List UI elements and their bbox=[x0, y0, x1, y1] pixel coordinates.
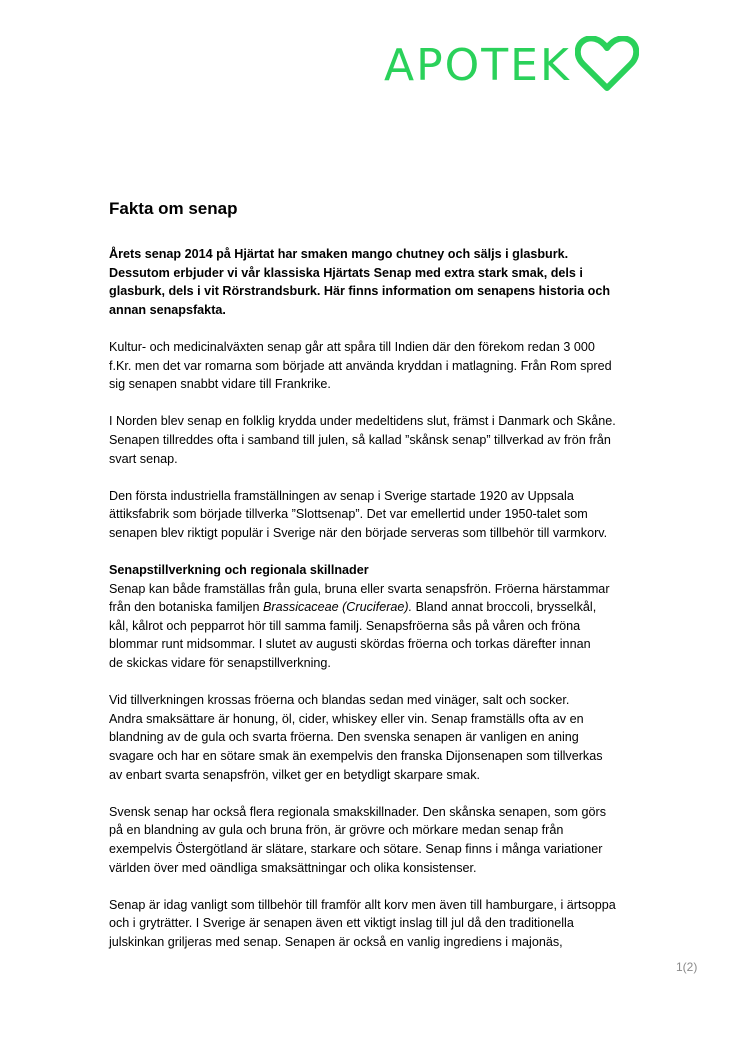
paragraph-line: sig senapen snabbt vidare till Frankrike. bbox=[109, 377, 331, 392]
paragraph-line: Senap är idag vanligt som tillbehör till framför allt korv men även till hamburgare, i ärtsoppa bbox=[109, 897, 616, 912]
paragraph-norden bbox=[109, 412, 649, 468]
lead-line: Årets senap 2014 på Hjärtat har smaken mango chutney och säljs i glasburk. bbox=[109, 247, 569, 261]
paragraph-line: och i gryträtter. I Sverige är senapen även ett viktigt inslag till jul då den traditionella bbox=[109, 916, 574, 931]
paragraph-line: av enbart svarta senapsfrön, vilket ger en betydligt skarpare smak. bbox=[109, 767, 480, 782]
page-number: 1(2) bbox=[676, 960, 698, 974]
paragraph-line: Senap kan både framställas från gula, bruna eller svarta senapsfrön. Fröerna härstammar bbox=[109, 581, 610, 596]
paragraph-line: Senapen tillreddes ofta i samband till julen, så kallad ”skånsk senap” tillverkad av frön från bbox=[109, 432, 611, 447]
paragraph-manufacturing bbox=[109, 691, 649, 784]
heart-icon bbox=[575, 36, 639, 96]
lead-line: annan senapsfakta. bbox=[109, 302, 226, 317]
page-title: Fakta om senap bbox=[109, 199, 238, 218]
paragraph-line: blommar runt midsommar. I slutet av augusti skördas fröerna och torkas därefter innan bbox=[109, 637, 591, 652]
lead-line: glasburk, dels i vit Rörstrandsburk. Här finns information om senapens historia och bbox=[109, 284, 611, 299]
paragraph-line: Svensk senap har också flera regionala smakskillnader. Den skånska senapen, som görs bbox=[109, 804, 607, 819]
paragraph-line: exempelvis Östergötland är slätare, starkare och sötare. Senap finns i många variationer bbox=[109, 842, 603, 856]
paragraph-line: julskinkan griljeras med senap. Senapen är också en vanlig ingrediens i majonäs, bbox=[109, 934, 563, 949]
paragraph-line: kål, kålrot och pepparrot hör till samma familj. Senapsfröerna sås på våren och fröna bbox=[109, 618, 581, 633]
paragraph-line: de skickas vidare för senapstillverkning. bbox=[109, 656, 331, 671]
document-body bbox=[109, 198, 649, 970]
paragraph-line: svagare och har en sötare smak än exempelvis den franska Dijonsenapen som tillverkas bbox=[109, 749, 603, 764]
paragraph-history bbox=[109, 338, 649, 394]
paragraph-line: f.Kr. men det var romarna som började att använda kryddan i matlagning. Från Rom spred bbox=[109, 358, 612, 373]
paragraph-line: Vid tillverkningen krossas fröerna och blandas sedan med vinäger, salt och socker. bbox=[109, 693, 570, 708]
paragraph-usage bbox=[109, 896, 649, 952]
paragraph-line: blandning av de gula och svarta fröerna. Den svenska senapen är vanligen en aning bbox=[109, 730, 579, 745]
apotek-hjartat-logo bbox=[384, 36, 714, 96]
paragraph-line: senapen blev riktigt populär i Sverige när den började serveras som tillbehör till varmkorv. bbox=[109, 525, 608, 540]
logo-text: APOTEK bbox=[384, 40, 571, 91]
paragraph-industry bbox=[109, 487, 649, 543]
paragraph-line: svart senap. bbox=[109, 451, 178, 466]
paragraph-production bbox=[109, 561, 649, 673]
lead-paragraph bbox=[109, 245, 649, 319]
text-segment: Bland annat broccoli, brysselkål, bbox=[412, 600, 597, 615]
paragraph-line: på en blandning av gula och bruna frön, är grövre och mörkare medan senap från bbox=[109, 823, 564, 838]
paragraph-line: Andra smaksättare är honung, öl, cider, whiskey eller vin. Senap framställs ofta av en bbox=[109, 711, 584, 726]
section-heading: Senapstillverkning och regionala skillnader bbox=[109, 563, 369, 578]
text-segment: från den botaniska familjen bbox=[109, 600, 264, 615]
lead-line: Dessutom erbjuder vi vår klassiska Hjärtats Senap med extra stark smak, dels i bbox=[109, 265, 583, 280]
paragraph-line bbox=[109, 598, 649, 617]
botanical-name: Brassicaceae (Cruciferae). bbox=[263, 600, 413, 615]
paragraph-line: Den första industriella framställningen av senap i Sverige startade 1920 av Uppsala bbox=[109, 488, 574, 503]
paragraph-line: ättiksfabrik som började tillverka ”Slottsenap”. Det var emellertid under 1950-talet som bbox=[109, 507, 588, 522]
paragraph-line: I Norden blev senap en folklig krydda under medeltidens slut, främst i Danmark och Skåne. bbox=[109, 414, 616, 429]
paragraph-line: Kultur- och medicinalväxten senap går att spåra till Indien där den förekom redan 3 000 bbox=[109, 339, 595, 354]
paragraph-line: världen över med oändliga smaksättningar och olika konsistenser. bbox=[109, 860, 477, 875]
paragraph-regional bbox=[109, 803, 649, 877]
